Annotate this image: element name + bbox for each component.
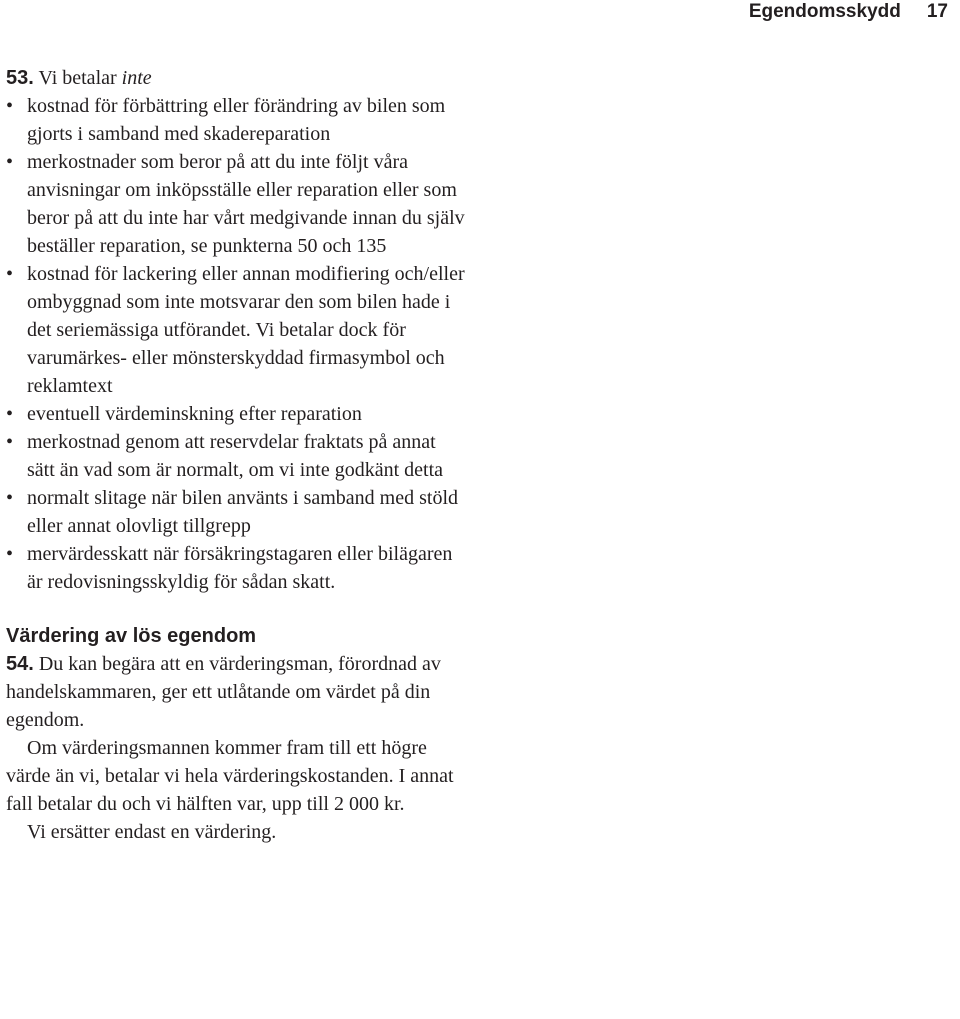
intro-text: Vi betalar [38,67,117,89]
header-title: Egendomsskydd [748,1,901,22]
list-item: • normalt slitage när bilen använts i samband med stöld eller annat olovligt tillgrepp [6,484,466,540]
section-53 [6,64,466,596]
exclusion-list [6,92,466,596]
list-item: • merkostnad genom att reservdelar fraktats på annat sätt än vad som är normalt, om vi inte godkänt detta [6,428,466,484]
page-header [749,0,948,24]
list-item: • kostnad för lackering eller annan modifiering och/eller ombyggnad som inte motsvarar den som bilen hade i det seriemässiga utförandet. Vi betalar dock för varumärkes- eller mönsterskyddad firmasymbol och reklamtext [6,260,466,400]
paragraph-number-54: 54. [6,653,34,675]
list-item: • kostnad för förbättring eller förändring av bilen som gjorts i samband med skadereparation [6,92,466,148]
paragraph-number-53: 53. [6,67,34,89]
list-item: • eventuell värdeminskning efter reparation [6,400,466,428]
page-content [6,64,466,846]
section-54 [6,622,466,846]
section-54-paragraph-3: Vi ersätter endast en värdering. [27,821,277,843]
section-53-intro [6,64,466,92]
section-heading: Värdering av lös egendom [6,625,257,647]
paragraph-text: Du kan begära att en värderingsman, förordnad av handelskammaren, ger ett utlåtande om värdet på din egendom. [6,653,441,731]
list-item: • mervärdesskatt när försäkringstagaren eller bilägaren är redovisningsskyldig för sådan skatt. [6,540,466,596]
section-54-paragraph-1 [6,650,466,734]
list-item: • merkostnader som beror på att du inte följt våra anvisningar om inköpsställe eller reparation eller som beror på att du inte har vårt medgivande innan du själv beställer reparation, se punkterna 50 och 135 [6,148,466,260]
intro-emphasis: inte [121,67,152,89]
page-number: 17 [926,1,948,22]
section-54-paragraph-2: Om värderingsmannen kommer fram till ett högre värde än vi, betalar vi hela värderingskostanden. I annat fall betalar du och vi hälften var, upp till 2 000 kr. [6,737,454,815]
